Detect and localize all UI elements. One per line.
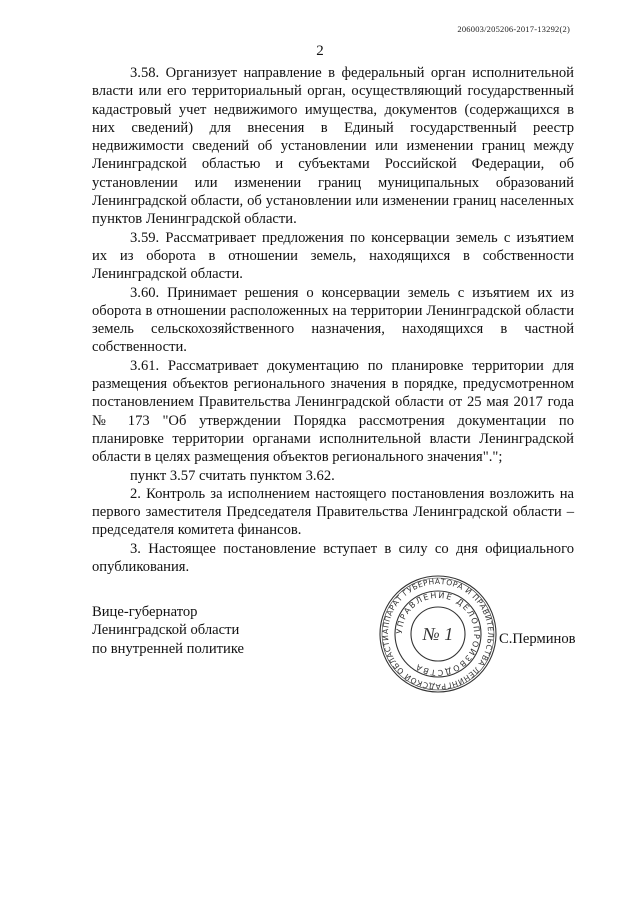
- seal-outer-text: АППАРАТ ГУБЕРНАТОРА И ПРАВИТЕЛЬСТВА ЛЕНИНГРАДСКОЙ ОБЛАСТИ: [380, 576, 496, 692]
- paragraph-effective: 3. Настоящее постановление вступает в силу со дня официального опубликования.: [92, 540, 574, 576]
- paragraph-renumber: пункт 3.57 считать пунктом 3.62.: [130, 467, 335, 484]
- paragraph-3-61: 3.61. Рассматривает документацию по планировке территории для размещения объектов регионального значения в порядке, предусмотренном постановлением Правительства Ленинградской области от 25 мая 2017 года № 173 "Об утверждении Порядка рассмотрения документации по планировке территории органами исполнительной власти Ленинградской области в целях размещения объектов регионального значения".";: [92, 357, 574, 466]
- seal-inner-text: УПРАВЛЕНИЕ ДЕЛОПРОИЗВОДСТВА: [394, 590, 482, 678]
- seal-number: № 1: [422, 624, 454, 644]
- signatory-name: С.Перминов: [499, 631, 576, 647]
- signatory-title-line: Ленинградской области: [92, 622, 240, 639]
- official-seal: [378, 574, 498, 694]
- signatory-title: [92, 603, 244, 658]
- paragraph-3-59: 3.59. Рассматривает предложения по консервации земель с изъятием их из оборота в отношении земель, находящихся в собственности Ленинградской области.: [92, 229, 574, 283]
- signatory-title-line: Вице-губернатор: [92, 604, 198, 620]
- paragraph-control: 2. Контроль за исполнением настоящего постановления возложить на первого заместителя Председателя Правительства Ленинградской области – председателя комитета финансов.: [92, 485, 574, 539]
- signatory-title-line: по внутренней политике: [92, 640, 245, 657]
- paragraph-3-58: 3.58. Организует направление в федеральный орган исполнительной власти или его территориальный орган, осуществляющий государственный кадастровый учет недвижимого имущества, документов (содержащихся в них сведений) для внесения в Единый государственный реестр недвижимости сведений об установлении или изменении границ между Ленинградской областью и субъектами Российской Федерации, об установлении или изменении границ муниципальных образований Ленинградской области, об установлении или изменении границ населенных пунктов Ленинградской области.: [92, 65, 574, 228]
- document-body: [92, 64, 574, 576]
- page-number: 2: [316, 43, 324, 59]
- paragraph-3-60: 3.60. Принимает решения о консервации земель с изъятием их из оборота в отношении расположенных на территории Ленинградской области земель сельскохозяйственного назначения, находящихся в частной собственности.: [92, 284, 574, 356]
- document-reference-number: 206003/205206-2017-13292(2): [457, 24, 570, 34]
